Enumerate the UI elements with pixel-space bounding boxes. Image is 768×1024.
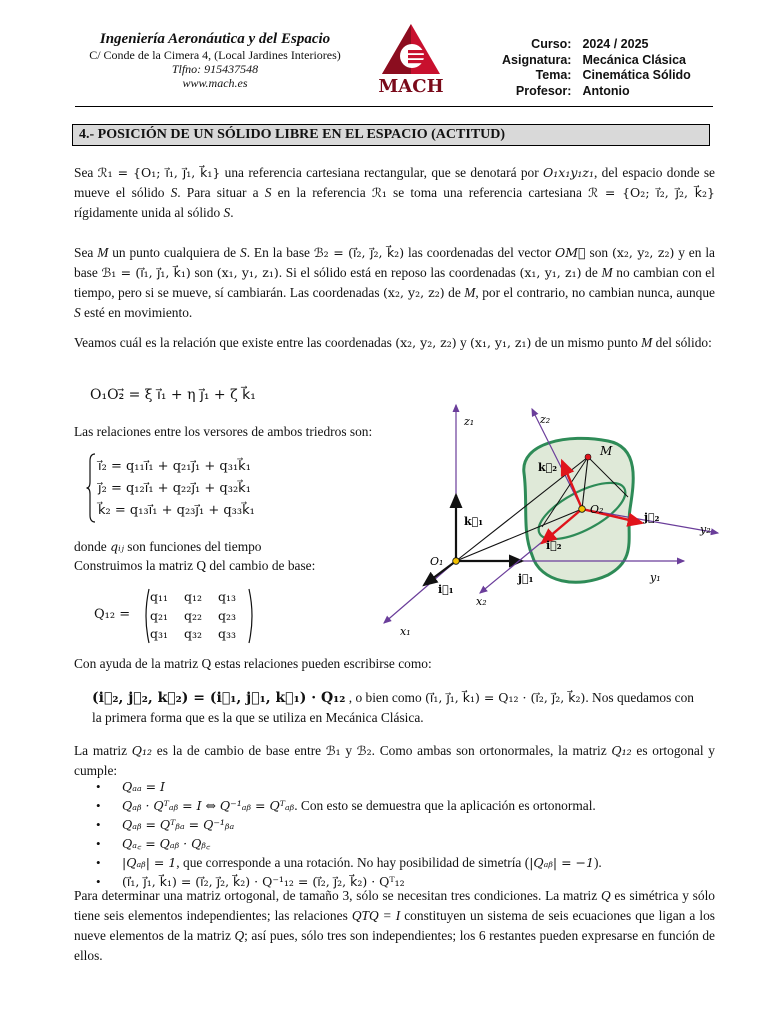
- header-info: [502, 37, 691, 99]
- point-O1: [453, 558, 460, 565]
- section-title: 4.- POSICIÓN DE UN SÓLIDO LIBRE EN EL ESPACIO (ACTITUD): [79, 127, 506, 142]
- math-OM: OM⃗: [555, 245, 586, 260]
- label-z1: z₁: [464, 415, 475, 428]
- label-i1: i⃗₁: [438, 583, 454, 596]
- label-O1: O₁: [430, 555, 444, 568]
- paragraph-reference: Sea ℛ₁ = {O₁; i⃗₁, j⃗₁, k⃗₁} una referencia cartesiana rectangular, que se denotará por O₁x₁y₁z₁, del espacio donde se mueve el sólido S. Para situar a S en la referencia ℛ₁ se toma una referencia cartesiana ℛ = {O₂; i⃗₂, j⃗₂, k⃗₂} rígidamente unida al sólido S.: [74, 165, 716, 220]
- info-value-teacher: Antonio: [582, 83, 630, 98]
- info-value-topic: Cinemática Sólido: [582, 68, 691, 82]
- equation-matrix-form-2: (i⃗₁, j⃗₁, k⃗₁) = Q₁₂ · (i⃗₂, j⃗₂, k⃗₂): [425, 690, 586, 705]
- left-brace-icon: [86, 452, 96, 524]
- math-qij: qᵢⱼ: [110, 539, 124, 554]
- paragraph-coordinates: Sea M un punto cualquiera de S. En la base ℬ₂ = (i⃗₂, j⃗₂, k⃗₂) las coordenadas del vector OM⃗ son (x₂, y₂, z₂) y en la base ℬ₁ = (i⃗₁, j⃗₁, k⃗₁) son (x₁, y₁, z₁). Si el sólido está en reposo las coordenadas (x₁, y₁, z₁) de M no cambian con el tiempo, pero si se mueve, sí cambiarán. Las coordenadas (x₂, y₂, z₂) de M, por el contrario, no cambian nunca, aunque S esté en movimiento.: [74, 245, 715, 320]
- info-value-subject: Mecánica Clásica: [582, 52, 686, 67]
- label-i2: i⃗₂: [546, 539, 562, 552]
- paragraph-matrix-intro: Construimos la matriz Q del cambio de base:: [74, 558, 316, 573]
- matrix-Q12: Q₁₂ = q₁₁ q₁₂ q₁₃ q₂₁ q₂₂ q₂₃ q₃₁ q₃₂ q₃₃: [92, 588, 262, 644]
- equation-matrix-form-1: (i⃗₂, j⃗₂, k⃗₂) = (i⃗₁, j⃗₁, k⃗₁) · Q₁₂: [92, 690, 346, 706]
- label-k1: k⃗₁: [464, 515, 484, 528]
- list-item: • (i⃗₁, j⃗₁, k⃗₁) = (i⃗₂, j⃗₂, k⃗₂) · Q⁻¹₁₂ = (i⃗₂, j⃗₂, k⃗₂) · Qᵀ₁₂: [96, 872, 716, 891]
- math-R: ℛ = {O₂; i⃗₂, j⃗₂, k⃗₂}: [588, 185, 715, 200]
- equation-system: [86, 452, 286, 524]
- label-j1: j⃗₁: [518, 572, 534, 585]
- paragraph-qij: donde qᵢⱼ son funciones del tiempo: [74, 539, 262, 554]
- info-key-topic: Tema:: [535, 68, 572, 82]
- paragraph-versors: Las relaciones entre los versores de ambos triedros son:: [74, 424, 373, 439]
- list-item: • Qₐ꜀ = Qₐᵦ · Qᵦ꜀: [96, 834, 716, 853]
- rigid-body-figure: [372, 385, 720, 643]
- equation-O1O2: O₁O₂⃗ = ξ i⃗₁ + η j⃗₁ + ζ k⃗₁: [90, 387, 256, 403]
- properties-list: [96, 777, 716, 891]
- website[interactable]: www.mach.es: [182, 76, 248, 90]
- header-left: [60, 31, 370, 90]
- info-key-teacher: Profesor:: [515, 83, 572, 98]
- paragraph-matrix-equations: (i⃗₂, j⃗₂, k⃗₂) = (i⃗₁, j⃗₁, k⃗₁) · Q₁₂ , o bien como (i⃗₁, j⃗₁, k⃗₁) = Q₁₂ · (i⃗₂, j⃗₂, k⃗₂). Nos quedamos con la primera forma que es la que se utiliza en Mecánica Clásica.: [92, 690, 694, 725]
- mach-logo: [378, 22, 444, 94]
- point-O2: [579, 506, 586, 513]
- matrix-label: Q₁₂ =: [94, 607, 131, 622]
- label-x2: x₂: [476, 595, 487, 608]
- math-R1: ℛ₁ = {O₁; i⃗₁, j⃗₁, k⃗₁}: [97, 165, 221, 180]
- equation-j2: j⃗₂ = q₁₂i⃗₁ + q₂₂j⃗₁ + q₃₂k⃗₁: [98, 481, 251, 496]
- label-z2: z₂: [540, 413, 551, 426]
- label-y1: y₁: [650, 571, 661, 584]
- label-y2: y₂: [700, 523, 711, 536]
- list-item: • Qₐₐ = I: [96, 777, 716, 796]
- point-M: [585, 454, 591, 460]
- school-name: Ingeniería Aeronáutica y del Espacio: [99, 31, 331, 47]
- list-item: • Qₐᵦ · Qᵀₐᵦ = I ⇔ Q⁻¹ₐᵦ = Qᵀₐᵦ. Con esto se demuestra que la aplicación es ortonormal.: [96, 796, 716, 815]
- phone: Tlfno: 915437548: [171, 62, 259, 76]
- equation-i2: i⃗₂ = q₁₁i⃗₁ + q₂₁j⃗₁ + q₃₁k⃗₁: [98, 459, 251, 474]
- paragraph-orthogonal: La matriz Q₁₂ es la de cambio de base entre ℬ₁ y ℬ₂. Como ambas son ortonormales, la matriz Q₁₂ es ortogonal y cumple:: [74, 743, 715, 778]
- label-x1: x₁: [400, 625, 411, 638]
- math-O1x1y1z1: O₁x₁y₁z₁: [543, 165, 595, 180]
- paragraph-matrix-form: Con ayuda de la matriz Q estas relaciones pueden escribirse como:: [74, 656, 432, 671]
- math-B1: ℬ₁ = (i⃗₁, j⃗₁, k⃗₁): [101, 265, 191, 280]
- label-j2: j⃗₂: [644, 511, 660, 524]
- section-title-box: [72, 124, 710, 146]
- left-paren-icon: [142, 588, 150, 644]
- info-value-course: 2024 / 2025: [582, 37, 649, 51]
- info-key-subject: Asignatura:: [502, 52, 572, 67]
- label-M: M: [600, 444, 613, 458]
- paragraph-relation: Veamos cuál es la relación que existe entre las coordenadas (x₂, y₂, z₂) y (x₁, y₁, z₁) de un mismo punto M del sólido:: [74, 335, 712, 350]
- paragraph-conclusion: Para determinar una matriz ortogonal, de tamaño 3, sólo se necesitan tres condiciones. La matriz Q es simétrica y sólo tiene seis elementos independientes; las relaciones QTQ = I constituyen un sistema de seis ecuaciones que ligan a los nueve elementos de la matriz Q; así pues, sólo tres son independientes; los 6 restantes pueden expresarse en función de ellos.: [74, 888, 716, 963]
- info-key-course: Curso:: [531, 37, 572, 51]
- math-B2: ℬ₂ = (i⃗₂, j⃗₂, k⃗₂): [313, 245, 405, 260]
- list-item: • |Qₐᵦ| = 1, que corresponde a una rotación. No hay posibilidad de simetría (|Qₐᵦ| = −1).: [96, 853, 716, 872]
- right-paren-icon: [248, 588, 256, 644]
- header-divider: [75, 106, 713, 107]
- label-O2: O₂: [590, 503, 604, 516]
- list-item: • Qₐᵦ = Qᵀᵦₐ = Q⁻¹ᵦₐ: [96, 815, 716, 834]
- logo-text: MACH: [378, 76, 444, 94]
- address: C/ Conde de la Cimera 4, (Local Jardines Interiores): [89, 48, 341, 62]
- equation-k2: k⃗₂ = q₁₃i⃗₁ + q₂₃j⃗₁ + q₃₃k⃗₁: [98, 503, 255, 518]
- label-k2: k⃗₂: [538, 461, 558, 474]
